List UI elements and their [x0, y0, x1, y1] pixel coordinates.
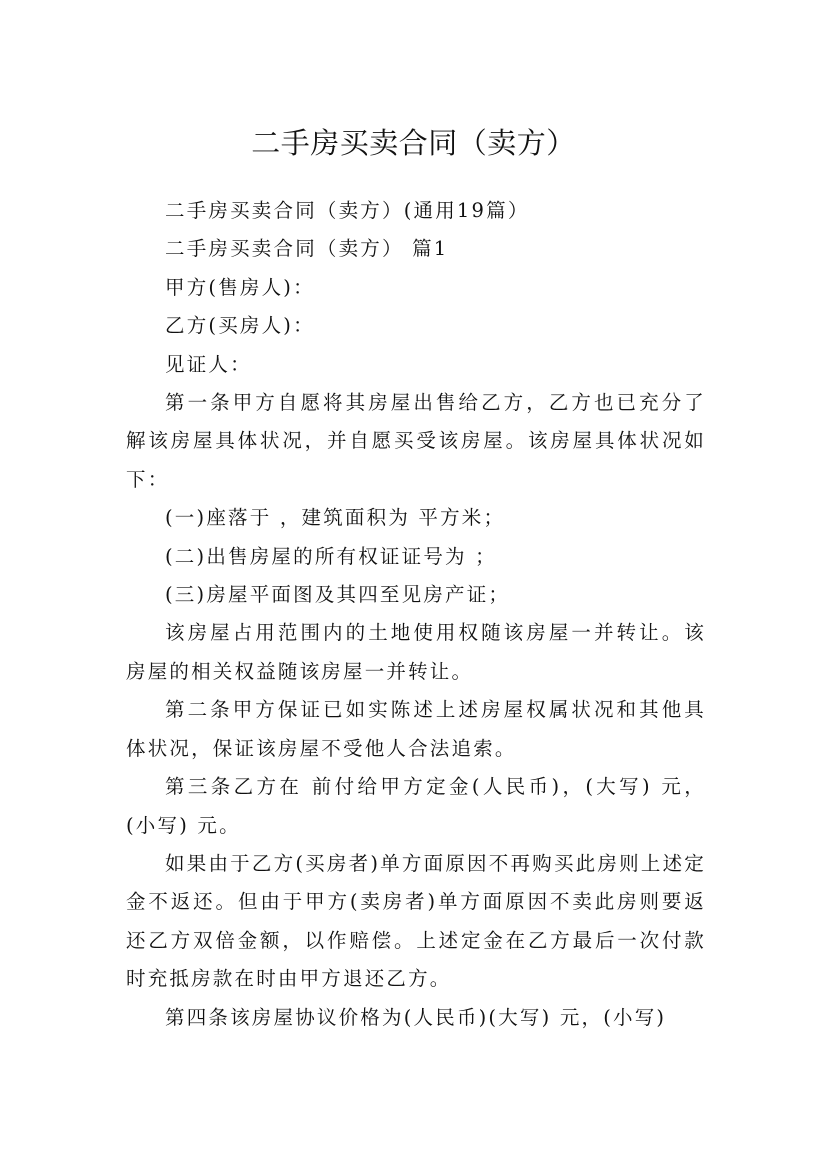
paragraph-party-b: 乙方(买房人)： — [165, 314, 315, 338]
paragraph-section-heading: 二手房买卖合同（卖方） 篇1 — [165, 237, 449, 261]
paragraph-article-3: 第三条乙方在 前付给甲方定金(人民币)，(大写) 元，(小写) 元。 — [126, 775, 706, 837]
paragraph-item-2: (二)出售房屋的所有权证证号为 ； — [165, 544, 497, 568]
document-body — [126, 192, 706, 1037]
paragraph-item-3: (三)房屋平面图及其四至见房产证； — [165, 583, 511, 607]
paragraph-deposit-terms: 如果由于乙方(买房者)单方面原因不再购买此房则上述定金不返还。但由于甲方(卖房者)单方面原因不卖此房则要返还乙方双倍金额，以作赔偿。上述定金在乙方最后一次付款时充抵房款在时由甲方退还乙方。 — [126, 851, 706, 991]
paragraph-item-1: (一)座落于 ，建筑面积为 平方米； — [165, 506, 506, 530]
paragraph-witness: 见证人： — [165, 352, 252, 376]
document-title: 二手房买卖合同（卖方） — [251, 126, 576, 161]
paragraph-collection-heading: 二手房买卖合同（卖方）(通用19篇） — [165, 199, 530, 222]
paragraph-article-2: 第二条甲方保证已如实陈述上述房屋权属状况和其他具体状况，保证该房屋不受他人合法追索。 — [126, 698, 706, 760]
paragraph-party-a: 甲方(售房人)： — [165, 275, 315, 299]
paragraph-land-rights: 该房屋占用范围内的土地使用权随该房屋一并转让。该房屋的相关权益随该房屋一并转让。 — [126, 621, 706, 683]
paragraph-article-1: 第一条甲方自愿将其房屋出售给乙方，乙方也已充分了解该房屋具体状况，并自愿买受该房屋。该房屋具体状况如下： — [126, 391, 706, 491]
paragraph-article-4: 第四条该房屋协议价格为(人民币)(大写) 元，(小写) — [165, 1005, 667, 1029]
